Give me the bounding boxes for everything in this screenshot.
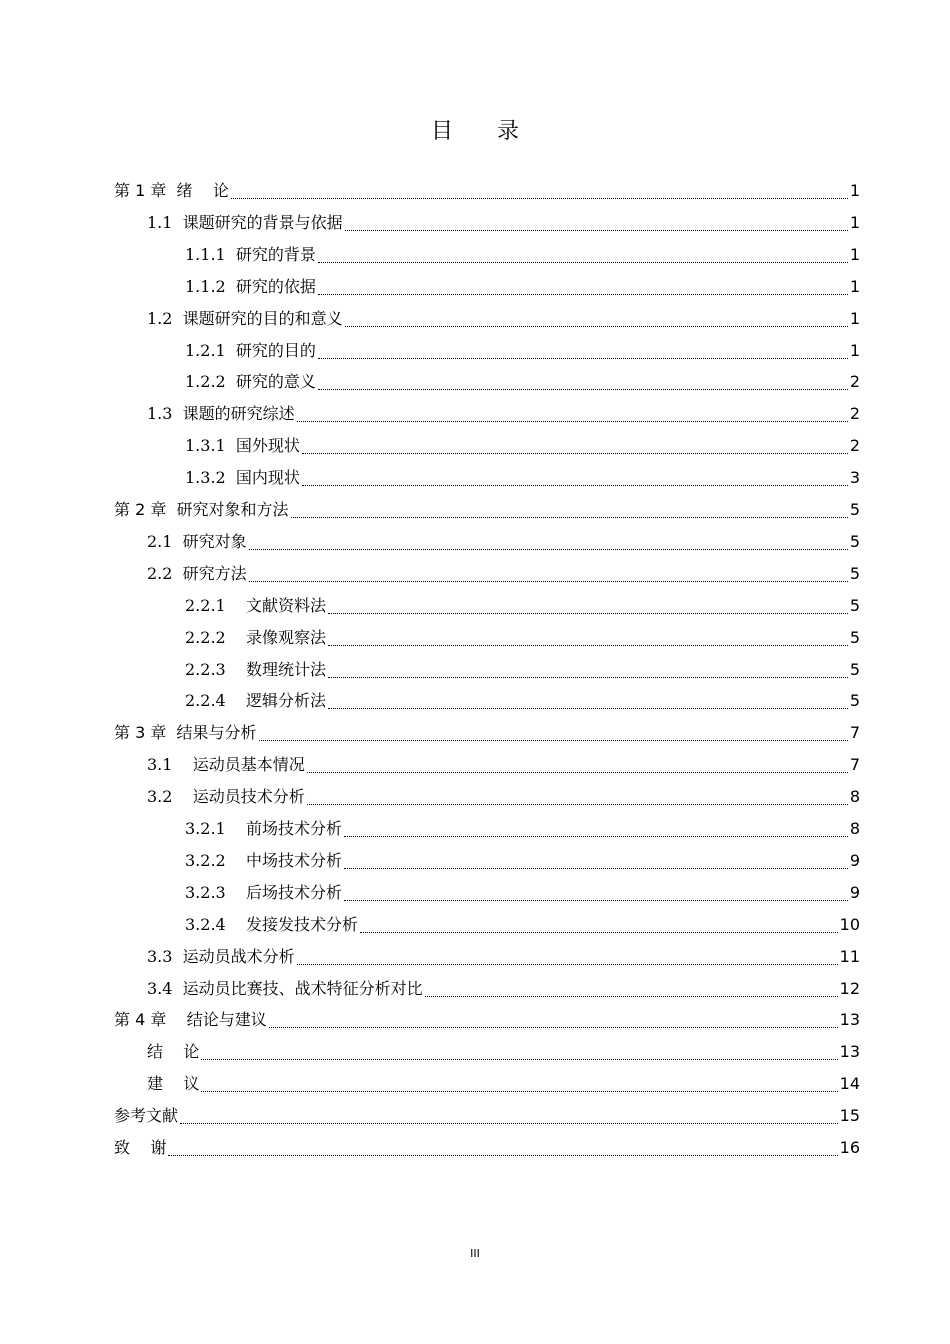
- toc-entry-label: 第 1 章 绪 论: [114, 181, 229, 200]
- toc-dot-leader: [249, 581, 848, 582]
- toc-entry[interactable]: [185, 591, 860, 621]
- toc-entry-label: 1.3.1 国外现状: [185, 436, 300, 456]
- toc-entry[interactable]: [147, 1069, 860, 1099]
- toc-entry-label: 1.3 课题的研究综述: [147, 404, 295, 424]
- toc-entry[interactable]: [185, 336, 860, 366]
- toc-dot-leader: [297, 421, 848, 422]
- toc-entry-label: 第 4 章 结论与建议: [114, 1010, 267, 1030]
- toc-entry-label: 3.2.3 后场技术分析: [185, 882, 343, 902]
- toc-page-number: 5: [849, 563, 860, 583]
- toc-dot-leader: [318, 262, 848, 263]
- toc-dot-leader: [307, 804, 848, 805]
- toc-page-number: 9: [849, 850, 860, 870]
- toc-entry-label: 1.2.2 研究的意义: [185, 372, 316, 392]
- toc-dot-leader: [201, 1059, 837, 1060]
- toc-page-number: 5: [849, 595, 860, 615]
- toc-dot-leader: [318, 358, 848, 359]
- toc-entry-label: 1.1.1 研究的背景: [185, 244, 316, 264]
- toc-entry[interactable]: [185, 910, 860, 940]
- toc-entry-label: 1.1.2 研究的依据: [185, 276, 316, 296]
- toc-dot-leader: [201, 1091, 837, 1092]
- toc-page-number: 5: [849, 500, 860, 519]
- toc-entry-label: 2.1 研究对象: [147, 531, 247, 551]
- toc-page-number: 16: [839, 1138, 860, 1157]
- toc-page-number: 10: [839, 914, 860, 934]
- toc-entry-label: 1.2.1 研究的目的: [185, 340, 316, 360]
- toc-page-number: 7: [849, 723, 860, 743]
- toc-entry[interactable]: [147, 399, 860, 429]
- toc-entry-label: 3.4 运动员比赛技、战术特征分析对比: [147, 978, 423, 998]
- toc-entry[interactable]: [114, 1101, 860, 1131]
- toc-entry-label: 3.2 运动员技术分析: [147, 787, 305, 807]
- toc-dot-leader: [425, 996, 838, 997]
- toc-dot-leader: [344, 900, 848, 901]
- toc-page-number: 12: [839, 978, 860, 998]
- toc-entry-label: 2.2.2 录像观察法: [185, 627, 327, 647]
- toc-page-number: 3: [849, 468, 860, 488]
- toc-page-number: 7: [849, 755, 860, 775]
- toc-dot-leader: [360, 932, 838, 933]
- toc-entry[interactable]: [185, 846, 860, 876]
- toc-page-number: 1: [849, 276, 860, 296]
- toc-page-number: 1: [849, 212, 860, 232]
- toc-page-number: 2: [849, 404, 860, 424]
- toc-dot-leader: [318, 294, 848, 295]
- toc-page-number: 5: [849, 659, 860, 679]
- page-title: 目录: [430, 119, 563, 144]
- toc-entry-label: 3.2.2 中场技术分析: [185, 850, 343, 870]
- toc-dot-leader: [249, 549, 848, 550]
- toc-entry-label: 2.2 研究方法: [147, 563, 247, 583]
- toc-entry-label: 第 3 章 结果与分析: [114, 723, 257, 743]
- toc-entry[interactable]: [147, 304, 860, 334]
- toc-dot-leader: [302, 485, 848, 486]
- toc-dot-leader: [344, 868, 848, 869]
- toc-page-number: 5: [849, 531, 860, 551]
- toc-dot-leader: [318, 389, 848, 390]
- toc-page-number: 15: [839, 1106, 860, 1126]
- toc-entry-label: 3.3 运动员战术分析: [147, 946, 295, 966]
- toc-entry[interactable]: [185, 431, 860, 461]
- toc-dot-leader: [344, 836, 848, 837]
- toc-entry-label: 3.2.1 前场技术分析: [185, 819, 343, 838]
- toc-entry[interactable]: [185, 367, 860, 397]
- toc-page-number: 9: [849, 882, 860, 902]
- toc-dot-leader: [269, 1027, 838, 1028]
- toc-entry[interactable]: [147, 750, 860, 780]
- toc-entry[interactable]: [114, 495, 860, 525]
- toc-entry[interactable]: [147, 559, 860, 589]
- toc-dot-leader: [345, 326, 848, 327]
- toc-entry-label: 第 2 章 研究对象和方法: [114, 500, 289, 519]
- toc-page-number: 5: [849, 627, 860, 647]
- toc-entry[interactable]: [147, 974, 860, 1004]
- toc-entry[interactable]: [185, 623, 860, 653]
- toc-dot-leader: [307, 772, 848, 773]
- toc-page-number: 5: [849, 691, 860, 711]
- toc-entry-label: 参考文献: [114, 1106, 179, 1126]
- toc-dot-leader: [328, 708, 848, 709]
- toc-entry-label: 1.3.2 国内现状: [185, 468, 300, 488]
- toc-entry[interactable]: [147, 942, 860, 972]
- toc-entry-label: 3.2.4 发接发技术分析: [185, 914, 359, 934]
- toc-entry-label: 3.1 运动员基本情况: [147, 755, 305, 775]
- toc-page-number: 8: [849, 787, 860, 807]
- toc-entry[interactable]: [185, 272, 860, 302]
- toc-entry[interactable]: [147, 208, 860, 238]
- toc-page-number: 2: [849, 372, 860, 392]
- toc-dot-leader: [231, 198, 848, 199]
- toc-dot-leader: [328, 613, 848, 614]
- toc-dot-leader: [328, 677, 848, 678]
- toc-entry[interactable]: [147, 1037, 860, 1067]
- toc-entry[interactable]: [185, 814, 860, 844]
- toc-entry-label: 结 论: [147, 1042, 200, 1062]
- toc-dot-leader: [168, 1155, 837, 1156]
- toc-entry[interactable]: [185, 240, 860, 270]
- toc-entry[interactable]: [185, 878, 860, 908]
- toc-page-number: 1: [849, 308, 860, 328]
- toc-dot-leader: [180, 1123, 838, 1124]
- page-number-footer: III: [470, 1247, 480, 1260]
- toc-entry[interactable]: [114, 718, 860, 748]
- toc-entry[interactable]: [114, 1133, 860, 1163]
- toc-entry[interactable]: [185, 463, 860, 493]
- toc-dot-leader: [302, 453, 848, 454]
- toc-page-number: 14: [839, 1074, 860, 1094]
- toc-page-number: 2: [849, 436, 860, 456]
- toc-dot-leader: [328, 645, 848, 646]
- toc-entry[interactable]: [185, 655, 860, 685]
- toc-entry[interactable]: [185, 686, 860, 716]
- toc-entry[interactable]: [114, 176, 860, 206]
- toc-page-number: 13: [839, 1010, 860, 1030]
- toc-entry[interactable]: [147, 782, 860, 812]
- toc-entry-label: 2.2.1 文献资料法: [185, 595, 327, 615]
- toc-entry[interactable]: [147, 527, 860, 557]
- toc-dot-leader: [259, 740, 848, 741]
- toc-entry-label: 致 谢: [114, 1138, 167, 1157]
- toc-page-number: 1: [849, 340, 860, 360]
- toc-dot-leader: [291, 517, 848, 518]
- toc-entry-label: 2.2.3 数理统计法: [185, 659, 327, 679]
- toc-page-number: 1: [849, 244, 860, 264]
- toc-entry-label: 1.2 课题研究的目的和意义: [147, 308, 343, 328]
- toc-entry-label: 建 议: [147, 1074, 200, 1094]
- toc-page-number: 11: [839, 946, 860, 966]
- toc-page-number: 1: [849, 181, 860, 200]
- toc-entry-label: 2.2.4 逻辑分析法: [185, 691, 327, 711]
- toc-page-number: 8: [849, 819, 860, 838]
- toc-dot-leader: [345, 230, 848, 231]
- toc-entry-label: 1.1 课题研究的背景与依据: [147, 212, 343, 232]
- toc-entry[interactable]: [114, 1005, 860, 1035]
- toc-dot-leader: [297, 964, 838, 965]
- toc-page-number: 13: [839, 1042, 860, 1062]
